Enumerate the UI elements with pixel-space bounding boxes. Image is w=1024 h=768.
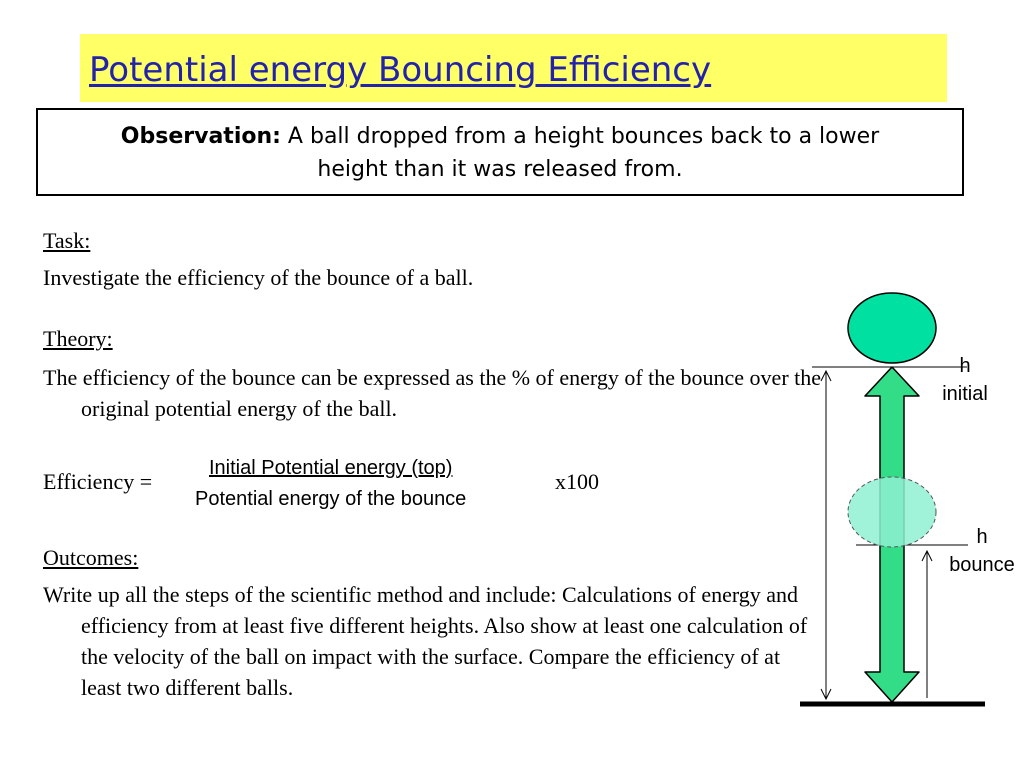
h-bounce-label xyxy=(940,523,1024,579)
initial-ball-icon xyxy=(848,293,936,363)
formula-numerator: Initial Potential energy (top) xyxy=(209,457,453,479)
h-initial-label xyxy=(930,352,1000,408)
h-initial-label-line1: h xyxy=(959,355,971,377)
observation-text-2: height than it was released from. xyxy=(317,157,683,182)
h-initial-label-line2: initial xyxy=(942,383,988,405)
h-initial-arrow-icon xyxy=(821,371,831,699)
theory-heading: Theory: xyxy=(43,326,113,351)
h-bounce-label-line1: h xyxy=(976,526,988,548)
observation-label: Observation: xyxy=(120,124,281,149)
formula-multiplier: x100 xyxy=(555,469,599,494)
theory-body: The efficiency of the bounce can be expressed as the % of energy of the bounce over the original potential energy of the ball. xyxy=(43,365,822,421)
h-bounce-arrow-icon xyxy=(922,551,932,698)
formula-lhs: Efficiency = xyxy=(43,469,153,494)
task-body: Investigate the efficiency of the bounce of a ball. xyxy=(43,265,474,290)
bounce-ball-icon xyxy=(848,477,936,547)
outcomes-heading: Outcomes: xyxy=(43,545,139,570)
outcomes-body: Write up all the steps of the scientific method and include: Calculations of energy and efficiency from at least five different heights. Also show at least one calculation of the velocity of the ball on impact with the surface. Compare the efficiency of at least two different balls. xyxy=(43,582,808,700)
observation-text-1: A ball dropped from a height bounces back to a lower xyxy=(280,124,880,149)
formula-denominator: Potential energy of the bounce xyxy=(195,488,467,510)
h-bounce-label-line2: bounce xyxy=(949,554,1015,576)
page-title: Potential energy Bouncing Efficiency xyxy=(89,50,712,90)
task-heading: Task: xyxy=(43,228,91,253)
